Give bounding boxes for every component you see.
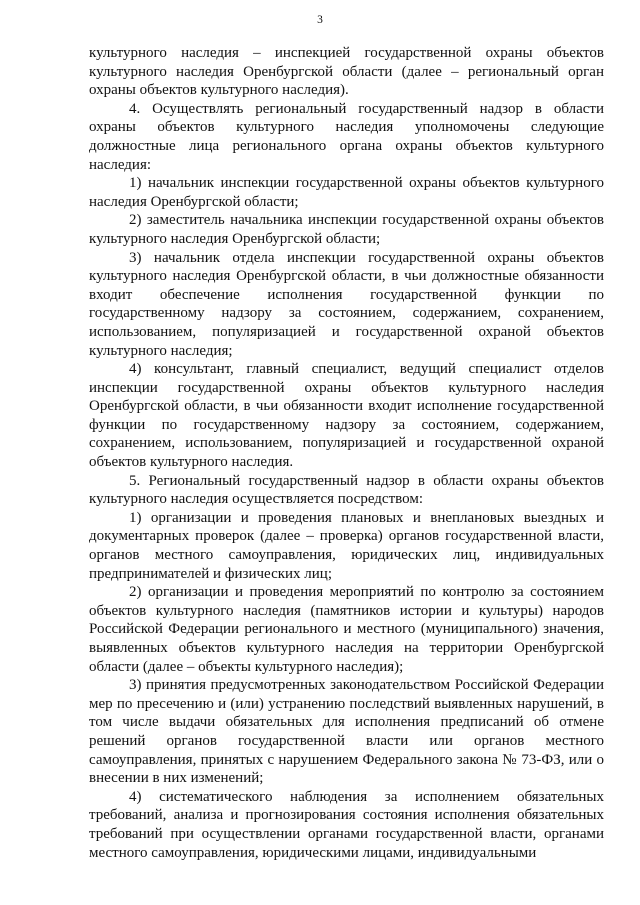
paragraph-item-5: 5. Региональный государственный надзор в области охраны объектов культурного наследия осуществляется посредством: [89,472,604,508]
paragraph-item-5-3: 3) принятия предусмотренных законодательством Российской Федерации мер по пресечению и (или) устранению последствий выявленных нарушений, в том числе выдачи обязательных для исполнения предписаний об отмене решений органов государственной власти или органов местного самоуправления, принятых с нарушением Федерального закона № 73-ФЗ, или о внесении в них изменений; [89,677,604,787]
paragraph-item-5-2: 2) организации и проведения мероприятий по контролю за состоянием объектов культурного наследия (памятников истории и культуры) народов Российской Федерации регионального и местного (муниципального) значения, выявленных объектов культурного наследия на территории Оренбургской области (далее – объекты культурного наследия); [89,584,604,675]
paragraph-item-4-1: 1) начальник инспекции государственной охраны объектов культурного наследия Оренбургской области; [89,175,604,210]
paragraph-item-5-4: 4) систематического наблюдения за исполнением обязательных требований, анализа и прогнозирования состояния исполнения обязательных требований при осуществлении органами государственной власти, органами местного самоуправления, юридическими лицами, индивидуальными [89,788,604,861]
paragraph-item-4-4: 4) консультант, главный специалист, ведущий специалист отделов инспекции государственной охраны объектов культурного наследия Оренбургской области, в чьи обязанности входит исполнение государственной функции по государственному надзору за состоянием, содержанием, сохранением, использованием, популяризацией и государственной охраной объектов культурного наследия. [89,361,604,471]
paragraph-item-5-1: 1) организации и проведения плановых и внеплановых выездных и документарных проверок (далее – проверка) органов государственной власти, органов местного самоуправления, юридических лиц, индивидуальных предпринимателей и физических лиц; [89,509,604,582]
paragraph-item-4-3: 3) начальник отдела инспекции государственной охраны объектов культурного наследия Оренбургской области, в чьи должностные обязанности входит обеспечение исполнения государственной функции по государственному надзору за состоянием, содержанием, сохранением, использованием, популяризацией и государственной охраной объектов культурного наследия; [89,249,604,359]
page-number: 3 [317,14,323,26]
paragraph-item-4-2: 2) заместитель начальника инспекции государственной охраны объектов культурного наследия Оренбургской области; [89,212,604,247]
paragraph-continuation: культурного наследия – инспекцией государственной охраны объектов культурного наследия Оренбургской области (далее – региональный орган охраны объектов культурного наследия). [89,45,604,99]
document-body [89,44,604,862]
paragraph-item-4: 4. Осуществлять региональный государственный надзор в области охраны объектов культурного наследия уполномочены следующие должностные лица регионального органа охраны объектов культурного наследия: [89,100,604,173]
